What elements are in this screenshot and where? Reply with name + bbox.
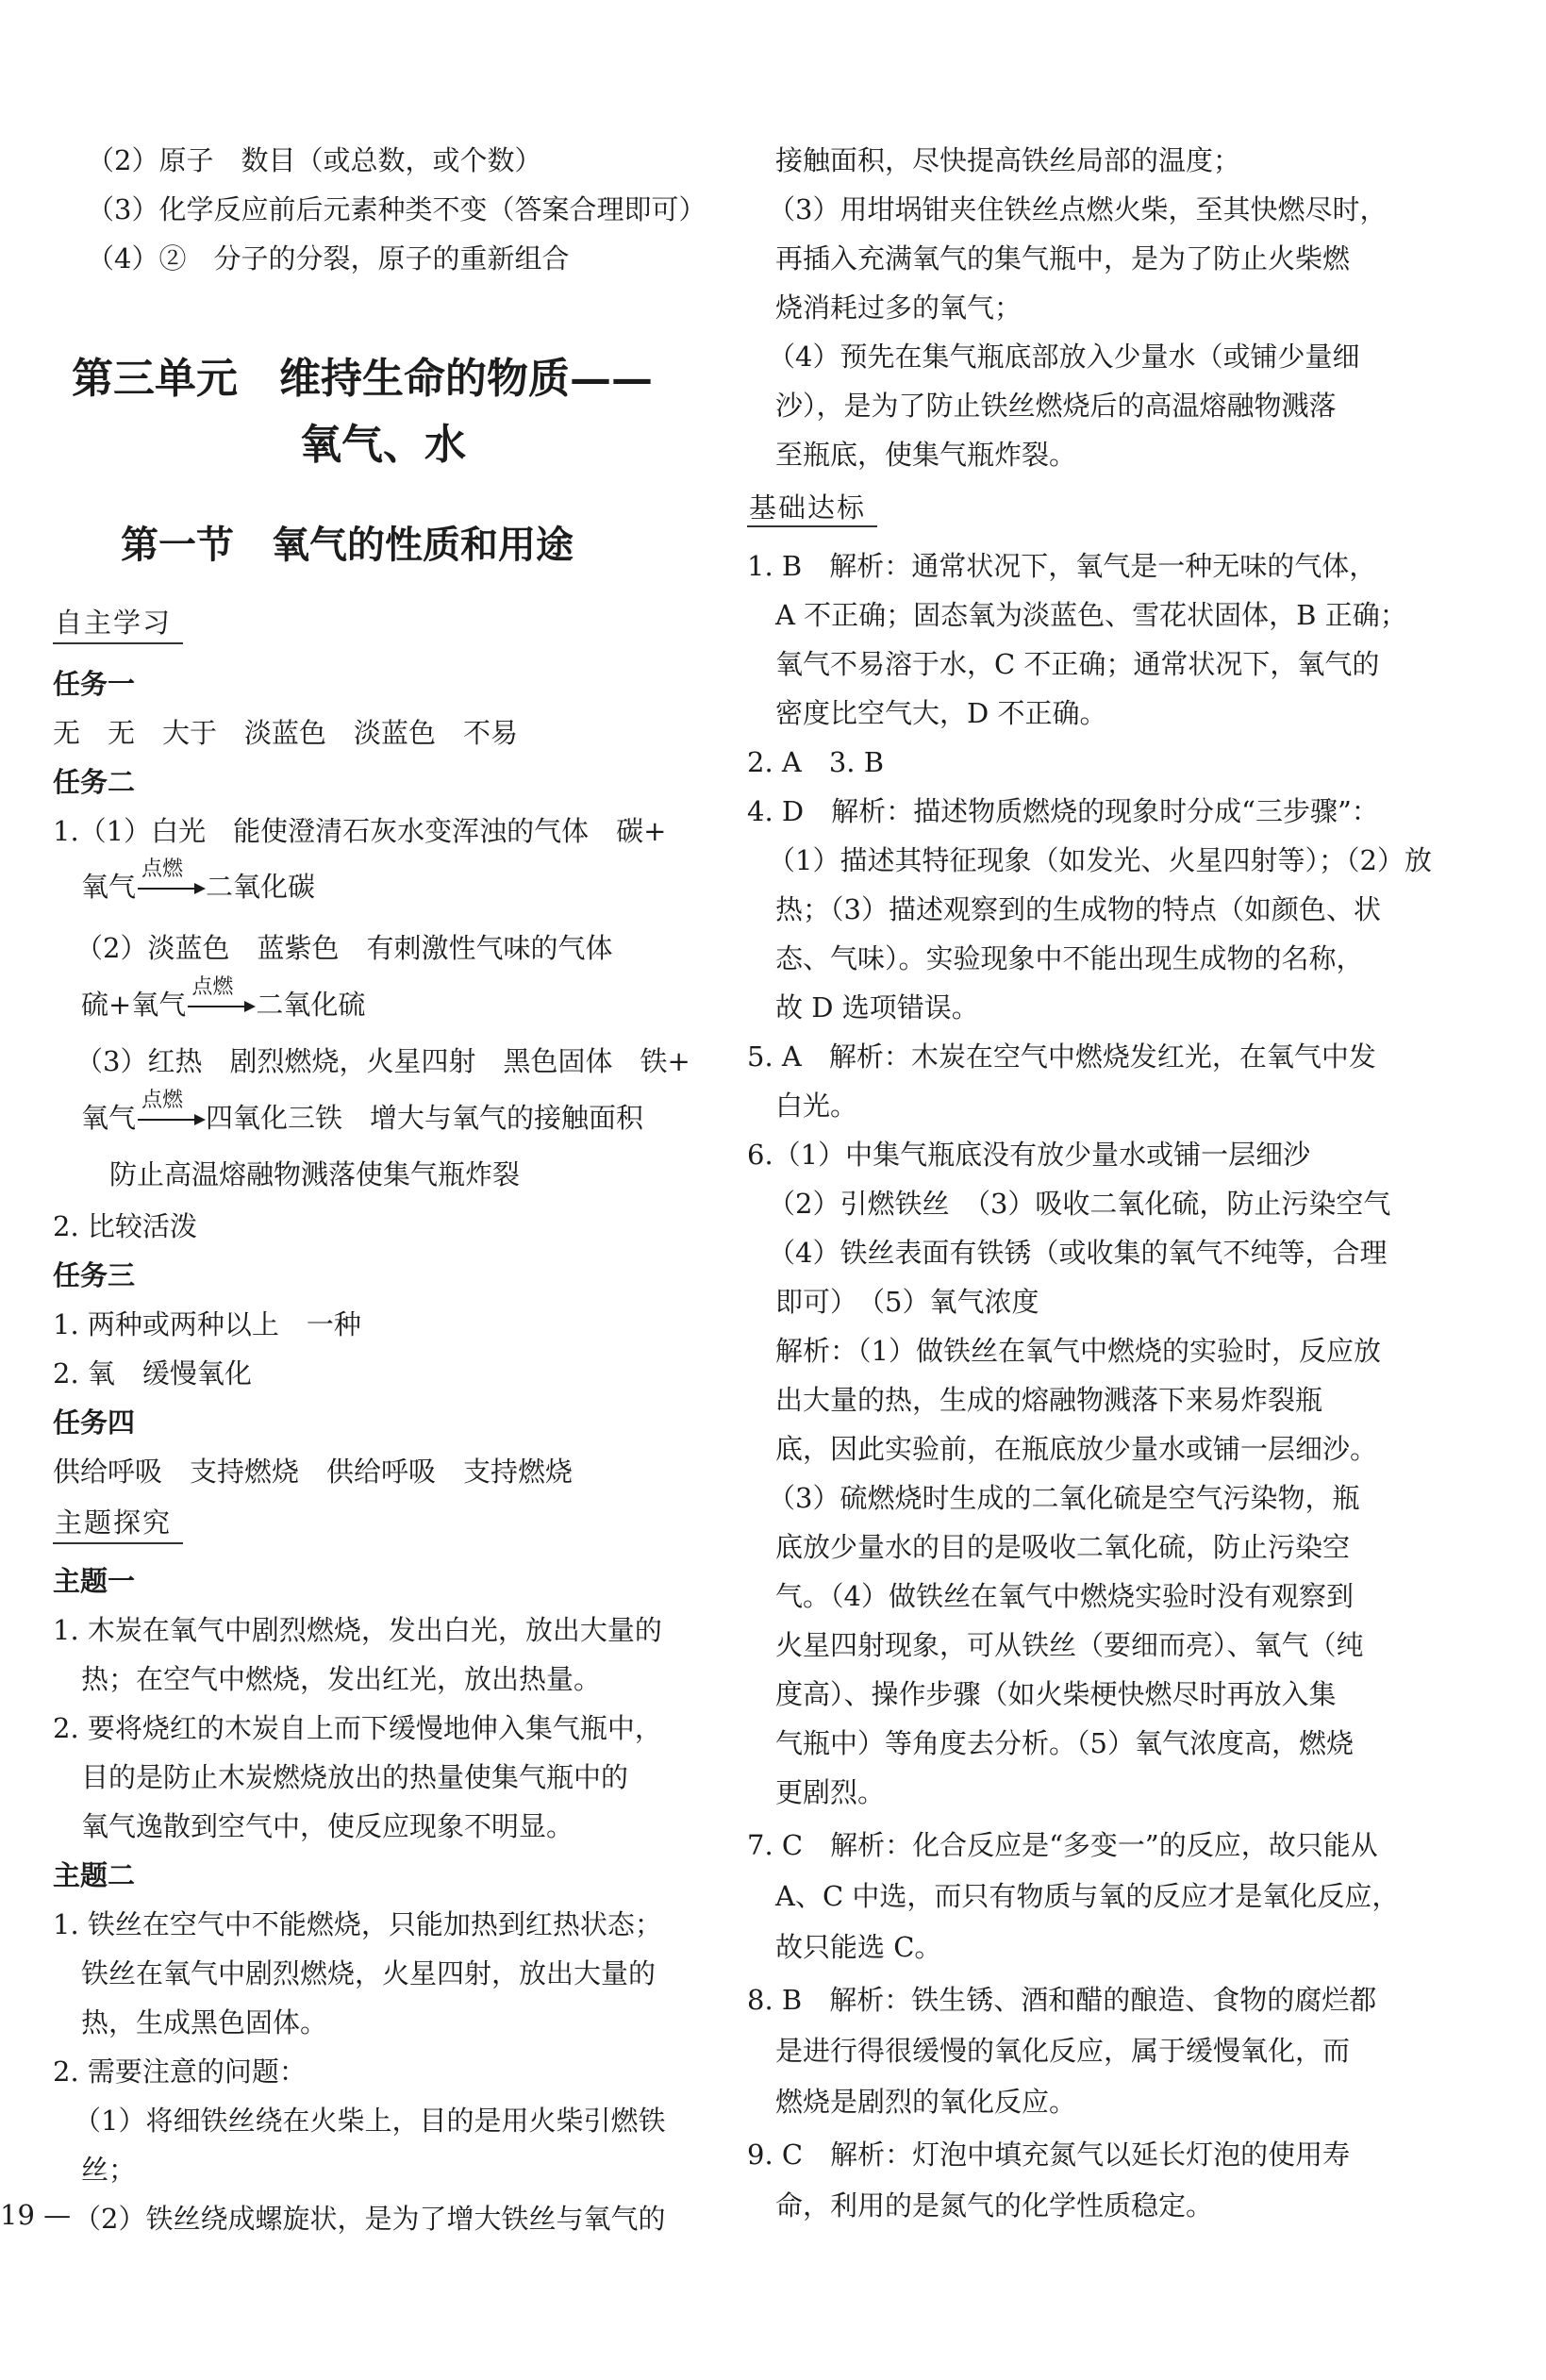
task-heading: 任务一: [53, 668, 136, 700]
answer-line: （3）硫燃烧时生成的二氧化硫是空气污染物，瓶: [768, 1482, 1360, 1514]
condition-text: 点燃: [141, 857, 184, 881]
answer-line: A、C 中选，而只有物质与氧的反应才是氧化反应，: [775, 1880, 1400, 1912]
answer-line: （4）预先在集气瓶底部放入少量水（或铺少量细: [768, 341, 1360, 373]
answer-line: 再插入充满氧气的集气瓶中，是为了防止火柴燃: [775, 242, 1351, 275]
answer-line: A 不正确；固态氧为淡蓝色、雪花状固体，B 正确；: [775, 599, 1407, 631]
answer-line: 6.（1）中集气瓶底没有放少量水或铺一层细沙: [747, 1139, 1311, 1171]
answer-line: （2）原子 数目（或总数，或个数）: [87, 144, 542, 176]
answer-line: （3）用坩埚钳夹住铁丝点燃火柴，至其快燃尽时，: [768, 193, 1388, 225]
arrow-head-icon: [194, 1114, 206, 1125]
answer-line: 沙），是为了防止铁丝燃烧后的高温熔融物溅落: [775, 390, 1337, 422]
answer-line: 至瓶底，使集气瓶炸裂。: [775, 439, 1077, 471]
equation-line: [81, 975, 366, 1024]
answer-line: 热；（3）描述观察到的生成物的特点（如颜色、状: [775, 893, 1381, 925]
reaction-arrow: [136, 1089, 206, 1137]
answer-line: 1. 铁丝在空气中不能燃烧，只能加热到红热状态；: [53, 1908, 662, 1940]
page-number: 19 —: [0, 2199, 72, 2231]
answer-line: 接触面积，尽快提高铁丝局部的温度；: [775, 144, 1241, 176]
answer-line: 火星四射现象，可从铁丝（要细而亮）、氧气（纯: [775, 1629, 1364, 1661]
answer-line: （3）红热 剧烈燃烧，火星四射 黑色固体 铁+: [75, 1045, 690, 1077]
answer-line: 2. 要将烧红的木炭自上而下缓慢地伸入集气瓶中，: [53, 1712, 662, 1744]
reaction-arrow: [186, 975, 256, 1024]
equation-line: [81, 857, 316, 906]
answer-line: 防止高温熔融物溅落使集气瓶炸裂: [109, 1158, 521, 1190]
topic-heading: 主题二: [53, 1859, 136, 1891]
answer-line: （2）铁丝绕成螺旋状，是为了增大铁丝与氧气的: [74, 2203, 666, 2235]
answer-line: 即可） （5）氧气浓度: [775, 1286, 1039, 1318]
answer-line: （4）② 分子的分裂，原子的重新组合: [87, 242, 570, 275]
label-underline: [53, 642, 183, 644]
answer-line: 解析：（1）做铁丝在氧气中燃烧的实验时，反应放: [775, 1335, 1381, 1367]
answer-line: 度高）、操作步骤（如火柴梗快燃尽时再放入集: [775, 1678, 1337, 1710]
product-text: 二氧化硫: [256, 989, 366, 1021]
task-heading: 任务三: [53, 1259, 136, 1291]
answer-line: 2. 比较活泼: [53, 1210, 197, 1242]
answer-line: 态、气味）。实验现象中不能出现生成物的名称，: [775, 942, 1364, 974]
section-label-zizhu: 自主学习: [55, 607, 173, 639]
answer-line: （2）引燃铁丝 （3）吸收二氧化硫，防止污染空气: [768, 1188, 1391, 1220]
answer-line: 热，生成黑色固体。: [81, 2006, 328, 2039]
answer-line: 更剧烈。: [775, 1776, 886, 1808]
task-heading: 任务二: [53, 766, 136, 798]
answer-line: 供给呼吸 支持燃烧 供给呼吸 支持燃烧: [53, 1456, 574, 1488]
answer-line: （1）将细铁丝绕在火柴上，目的是用火柴引燃铁: [74, 2105, 666, 2137]
answer-line: 5. A 解析：木炭在空气中燃烧发红光，在氧气中发: [747, 1040, 1376, 1073]
answer-line: 故只能选 C。: [775, 1931, 942, 1963]
answer-line: 2. A 3. B: [747, 746, 885, 778]
arrow-shaft: [188, 1006, 248, 1007]
section-title: 第一节 氧气的性质和用途: [121, 523, 574, 567]
condition-text: 点燃: [191, 975, 234, 999]
topic-heading: 主题一: [53, 1565, 136, 1597]
condition-text: 点燃: [141, 1089, 184, 1112]
section-label-zhuti: 主题探究: [55, 1506, 173, 1539]
answer-line: 无 无 大于 淡蓝色 淡蓝色 不易: [53, 717, 519, 749]
unit-title-continued: 氧气、水: [300, 421, 466, 469]
arrow-shaft: [138, 888, 198, 890]
answer-line: 8. B 解析：铁生锈、酒和醋的酿造、食物的腐烂都: [747, 1984, 1377, 2016]
arrow-head-icon: [244, 1001, 256, 1012]
answer-line: 是进行得很缓慢的氧化反应，属于缓慢氧化，而: [775, 2035, 1351, 2067]
answer-line: 4. D 解析：描述物质燃烧的现象时分成“三步骤”：: [747, 795, 1379, 827]
right-column: [736, 0, 1528, 2380]
product-text: 二氧化碳: [206, 871, 316, 903]
answer-line: 气瓶中）等角度去分析。（5）氧气浓度高，燃烧: [775, 1727, 1354, 1759]
answer-line: 燃烧是剧烈的氧化反应。: [775, 2086, 1077, 2118]
reaction-arrow: [136, 857, 206, 906]
answer-line: （1）描述其特征现象（如发光、火星四射等）；（2）放: [768, 844, 1432, 876]
reactant-text: 氧气: [81, 1102, 137, 1134]
unit-title: 第三单元 维持生命的物质——: [72, 355, 653, 403]
answer-line: 丝；: [81, 2154, 137, 2186]
answer-line: 9. C 解析：灯泡中填充氮气以延长灯泡的使用寿: [747, 2139, 1351, 2171]
answer-line: （3）化学反应前后元素种类不变（答案合理即可）: [87, 193, 707, 225]
answer-line: 1. B 解析：通常状况下，氧气是一种无味的气体，: [747, 550, 1377, 582]
answer-line: 命，利用的是氮气的化学性质稳定。: [775, 2189, 1214, 2222]
answer-line: 密度比空气大，D 不正确。: [775, 697, 1107, 729]
answer-line: 白光。: [775, 1090, 858, 1122]
answer-line: 气。（4）做铁丝在氧气中燃烧实验时没有观察到: [775, 1580, 1354, 1612]
equation-line: [81, 1089, 644, 1137]
task-heading: 任务四: [53, 1406, 136, 1439]
answer-line: 出大量的热，生成的熔融物溅落下来易炸裂瓶: [775, 1384, 1323, 1416]
section-label-jichu: 基础达标: [749, 491, 867, 524]
answer-line: 2. 需要注意的问题：: [53, 2055, 307, 2088]
answer-line: 1. 两种或两种以上 一种: [53, 1308, 361, 1340]
answer-line: 烧消耗过多的氧气；: [775, 291, 1022, 324]
answer-line: 底放少量水的目的是吸收二氧化硫，防止污染空: [775, 1531, 1351, 1563]
answer-line: （2）淡蓝色 蓝紫色 有刺激性气味的气体: [75, 932, 613, 964]
left-column: [0, 0, 707, 2380]
answer-line: 氧气逸散到空气中，使反应现象不明显。: [81, 1810, 574, 1842]
answer-line: （4）铁丝表面有铁锈（或收集的氧气不纯等，合理: [768, 1237, 1388, 1269]
reactant-text: 氧气: [81, 871, 137, 903]
reactant-text: 硫+氧气: [81, 989, 187, 1021]
arrow-shaft: [138, 1119, 198, 1121]
answer-line: 铁丝在氧气中剧烈燃烧，火星四射，放出大量的: [81, 1957, 657, 1989]
answer-line: 故 D 选项错误。: [775, 991, 979, 1024]
label-underline: [53, 1542, 183, 1544]
answer-line: 1.（1）白光 能使澄清石灰水变浑浊的气体 碳+: [53, 815, 667, 847]
label-underline: [747, 525, 877, 527]
product-text: 四氧化三铁 增大与氧气的接触面积: [206, 1102, 644, 1134]
arrow-head-icon: [194, 883, 206, 894]
answer-line: 1. 木炭在氧气中剧烈燃烧，发出白光，放出大量的: [53, 1614, 662, 1646]
answer-line: 目的是防止木炭燃烧放出的热量使集气瓶中的: [81, 1761, 629, 1793]
answer-line: 底，因此实验前，在瓶底放少量水或铺一层细沙。: [775, 1433, 1378, 1465]
answer-line: 7. C 解析：化合反应是“多变一”的反应，故只能从: [747, 1829, 1378, 1861]
answer-line: 2. 氧 缓慢氧化: [53, 1357, 252, 1390]
answer-line: 热；在空气中燃烧，发出红光，放出热量。: [81, 1663, 602, 1695]
answer-line: 氧气不易溶于水，C 不正确；通常状况下，氧气的: [775, 648, 1380, 680]
